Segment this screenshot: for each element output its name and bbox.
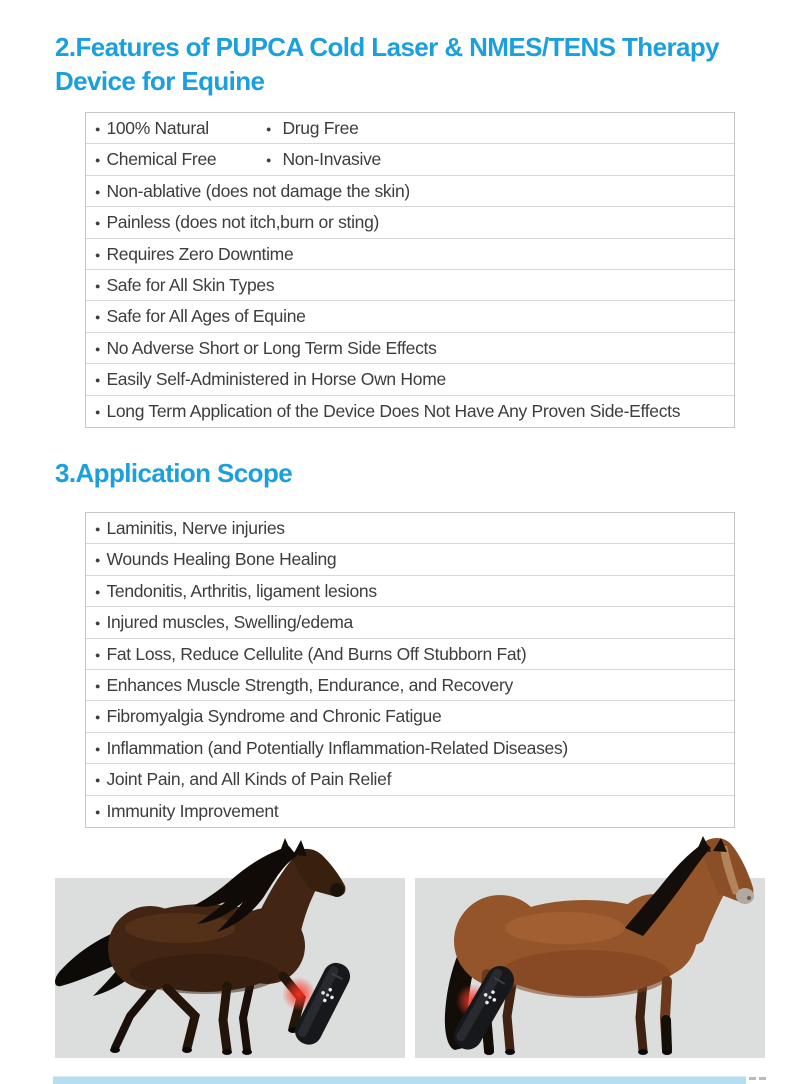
table-cell [95, 243, 294, 264]
table-cell [95, 306, 306, 327]
row-text: Inflammation (and Potentially Inflammation-Related Diseases) [106, 737, 568, 758]
table-cell [95, 674, 513, 695]
table-row [86, 639, 734, 670]
row-text: No Adverse Short or Long Term Side Effects [106, 337, 437, 358]
horse-photo-left [55, 878, 405, 1058]
bullet-icon: ● [95, 806, 101, 817]
table-cell [95, 144, 266, 175]
table-cell [95, 643, 527, 664]
table-cell [95, 612, 353, 633]
row-text: Safe for All Skin Types [106, 274, 275, 295]
table-cell [95, 369, 446, 390]
table-row [86, 796, 734, 827]
row-text: Easily Self-Administered in Horse Own Home [106, 369, 446, 390]
features-table [85, 112, 735, 428]
table-row [86, 176, 734, 207]
table-cell [95, 769, 392, 790]
table-cell [95, 706, 442, 727]
table-row [86, 701, 734, 732]
table-cell [95, 180, 410, 201]
table-cell [95, 274, 275, 295]
row-text: Drug Free [282, 118, 359, 138]
row-text: Requires Zero Downtime [106, 243, 294, 264]
row-text: Chemical Free [106, 149, 217, 170]
table-row [86, 576, 734, 607]
bullet-icon: ● [95, 775, 101, 786]
table-row [86, 207, 734, 238]
table-cell [95, 212, 380, 233]
table-row [86, 333, 734, 364]
table-cell [95, 400, 681, 421]
page-artifact-dash [759, 1077, 766, 1080]
section-2-heading [55, 30, 719, 98]
next-section-bar [53, 1076, 746, 1084]
table-row [86, 544, 734, 575]
bullet-icon: ● [95, 280, 101, 291]
row-text: Non-Invasive [282, 149, 381, 170]
section-3-heading: 3.Application Scope [55, 458, 293, 488]
section-2-heading-line1: 2.Features of PUPCA Cold Laser & NMES/TENS Therapy [55, 32, 719, 62]
table-row [86, 301, 734, 332]
table-cell [266, 118, 359, 138]
row-text: Joint Pain, and All Kinds of Pain Relief [106, 769, 392, 790]
bullet-icon: ● [95, 375, 101, 386]
bullet-icon: ● [95, 524, 101, 534]
table-cell [95, 337, 437, 358]
row-text: Non-ablative (does not damage the skin) [106, 180, 410, 201]
bullet-icon: ● [95, 312, 101, 323]
standing-horse-illustration [415, 836, 765, 1060]
bullet-icon: ● [95, 124, 101, 134]
bullet-icon: ● [95, 680, 101, 691]
row-text: Long Term Application of the Device Does Not Have Any Proven Side-Effects [106, 400, 681, 421]
row-text: Enhances Muscle Strength, Endurance, and Recovery [106, 674, 513, 695]
bullet-icon: ● [95, 586, 101, 597]
table-row [86, 764, 734, 795]
table-cell [95, 549, 337, 570]
table-row [86, 270, 734, 301]
bullet-icon: ● [95, 743, 101, 754]
row-text: Wounds Healing Bone Healing [106, 549, 337, 570]
table-row [86, 733, 734, 764]
bullet-icon: ● [95, 186, 101, 197]
table-row [86, 113, 734, 144]
section-2-heading-line2: Device for Equine [55, 66, 265, 96]
horse-photo-right [415, 878, 765, 1058]
row-text: Laminitis, Nerve injuries [106, 518, 285, 538]
bullet-icon: ● [266, 155, 272, 166]
row-text: Injured muscles, Swelling/edema [106, 612, 353, 633]
trotting-horse-illustration [55, 836, 405, 1060]
table-row [86, 364, 734, 395]
bullet-icon: ● [95, 555, 101, 566]
table-row [86, 239, 734, 270]
row-text: Safe for All Ages of Equine [106, 306, 306, 327]
table-cell [95, 800, 279, 821]
table-row [86, 670, 734, 701]
bullet-icon: ● [95, 343, 101, 354]
table-row [86, 144, 734, 175]
page-artifact-dash [749, 1077, 756, 1080]
table-cell [95, 113, 266, 144]
bullet-icon: ● [95, 155, 101, 166]
bullet-icon: ● [95, 249, 101, 260]
row-text: 100% Natural [106, 118, 209, 138]
bullet-icon: ● [95, 649, 101, 660]
table-cell [95, 580, 377, 601]
table-row [86, 513, 734, 544]
row-text: Painless (does not itch,burn or sting) [106, 212, 380, 233]
table-cell [95, 737, 568, 758]
bullet-icon: ● [266, 124, 272, 134]
row-text: Fat Loss, Reduce Cellulite (And Burns Off Stubborn Fat) [106, 643, 527, 664]
bullet-icon: ● [95, 618, 101, 629]
bullet-icon: ● [95, 406, 101, 417]
applications-table [85, 512, 735, 828]
row-text: Fibromyalgia Syndrome and Chronic Fatigue [106, 706, 442, 727]
table-cell [266, 149, 381, 170]
row-text: Tendonitis, Arthritis, ligament lesions [106, 580, 377, 601]
table-row [86, 396, 734, 427]
row-text: Immunity Improvement [106, 800, 279, 821]
bullet-icon: ● [95, 218, 101, 229]
table-row [86, 607, 734, 638]
table-cell [95, 518, 285, 538]
bullet-icon: ● [95, 712, 101, 723]
